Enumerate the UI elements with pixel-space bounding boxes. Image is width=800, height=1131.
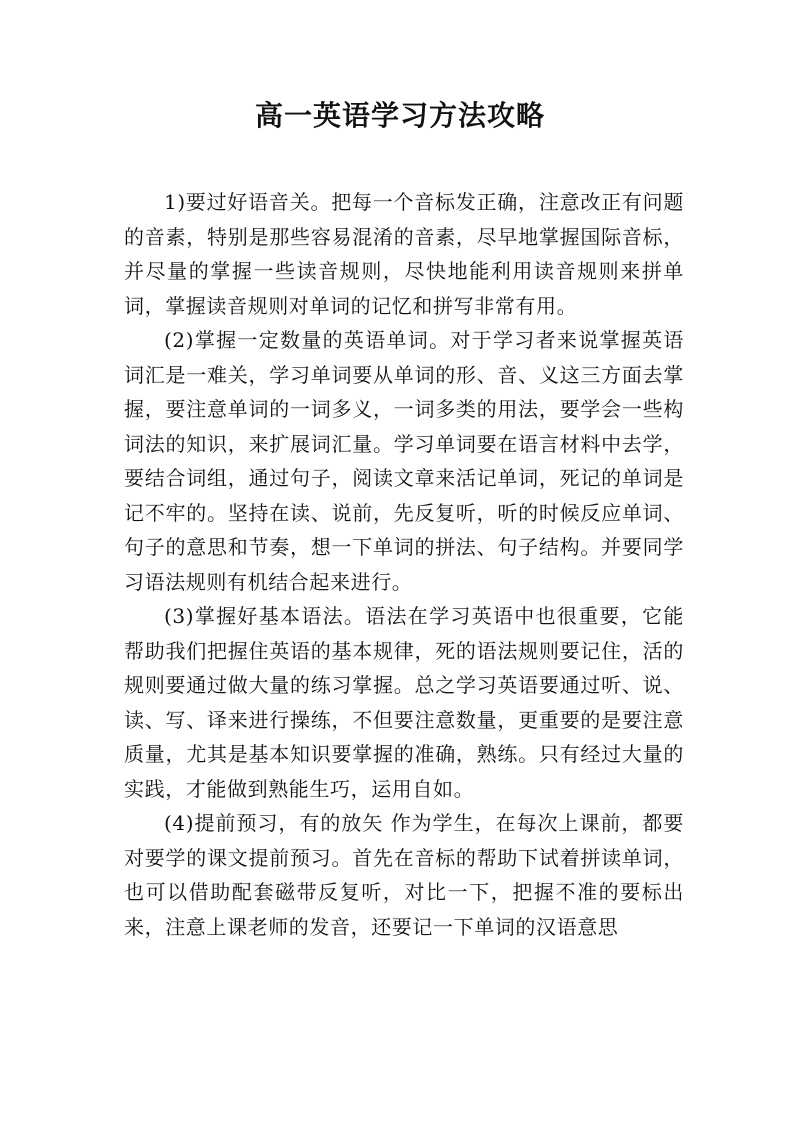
paragraph-2: (2)掌握一定数量的英语单词。对于学习者来说掌握英语词汇是一难关，学习单词要从单词的形、音、义这三方面去掌握，要注意单词的一词多义，一词多类的用法，要学会一些构词法的知识，来扩展词汇量。学习单词要在语言材料中去学，要结合词组，通过句子，阅读文章来活记单词，死记的单词是记不牢的。坚持在读、说前，先反复听，听的时候反应单词、句子的意思和节奏，想一下单词的拼法、句子结构。并要同学习语法规则有机结合起来进行。 (124, 328, 684, 594)
document-title: 高一英语学习方法攻略 (254, 99, 545, 132)
paragraph-1: 1)要过好语音关。把每一个音标发正确，注意改正有问题的音素，特别是那些容易混淆的音素，尽早地掌握国际音标，并尽量的掌握一些读音规则，尽快地能利用读音规则来拼单词，掌握读音规则对单词的记忆和拼写非常有用。 (124, 190, 684, 318)
document-body (124, 185, 684, 944)
paragraph-4: (4)提前预习，有的放矢 作为学生，在每次上课前，都要对要学的课文提前预习。首先在音标的帮助下试着拼读单词，也可以借助配套磁带反复听，对比一下，把握不准的要标出来，注意上课老师的发音，还要记一下单词的汉语意思 (124, 811, 684, 939)
paragraph-3: (3)掌握好基本语法。语法在学习英语中也很重要，它能帮助我们把握住英语的基本规律，死的语法规则要记住，活的规则要通过做大量的练习掌握。总之学习英语要通过听、说、读、写、译来进行操练，不但要注意数量，更重要的是要注意质量，尤其是基本知识要掌握的准确，熟练。只有经过大量的实践，才能做到熟能生巧，运用自如。 (124, 604, 684, 801)
